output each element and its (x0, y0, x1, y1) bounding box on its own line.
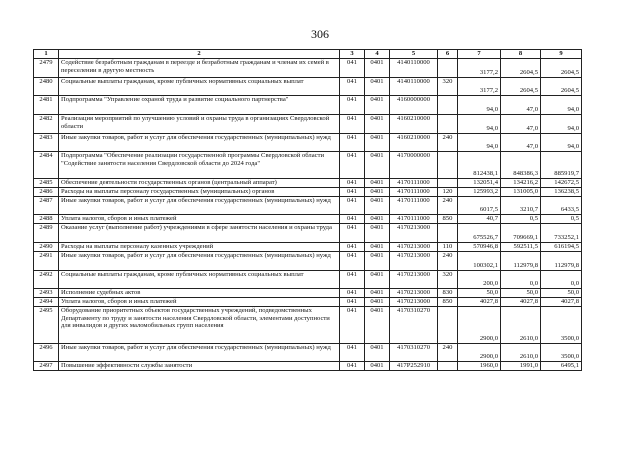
row-value-9: 94,0 (541, 96, 582, 115)
row-value-7: 100302,1 (458, 252, 501, 271)
budget-table (33, 49, 582, 371)
row-value-7: 2900,0 (458, 307, 501, 344)
row-code-3: 041 (340, 179, 365, 188)
row-value-9: 616194,5 (541, 243, 582, 252)
row-name: Социальные выплаты гражданам, кроме публичных нормативных социальных выплат (59, 271, 340, 289)
row-code-6 (438, 152, 458, 179)
table-row (34, 224, 582, 243)
row-code-5: 4160210000 (390, 115, 438, 134)
row-value-8: 2604,5 (501, 59, 541, 78)
column-header: 9 (541, 50, 582, 59)
row-name: Иные закупки товаров, работ и услуг для обеспечения государственных (муниципальных) нужд (59, 134, 340, 152)
row-value-7: 3177,2 (458, 59, 501, 78)
row-code-4: 0401 (365, 96, 390, 115)
column-header: 5 (390, 50, 438, 59)
row-value-7: 2900,0 (458, 344, 501, 362)
row-value-8: 134216,2 (501, 179, 541, 188)
table-row (34, 298, 582, 307)
row-value-8: 848386,3 (501, 152, 541, 179)
row-value-8: 4027,8 (501, 298, 541, 307)
table-row (34, 188, 582, 197)
row-value-9: 136238,5 (541, 188, 582, 197)
row-code-6 (438, 362, 458, 371)
row-value-7: 812438,1 (458, 152, 501, 179)
row-code-6: 240 (438, 344, 458, 362)
row-value-9: 2604,5 (541, 78, 582, 96)
row-code-6: 120 (438, 188, 458, 197)
row-code-6: 110 (438, 243, 458, 252)
row-value-7: 675526,7 (458, 224, 501, 243)
row-value-8: 47,0 (501, 115, 541, 134)
table-row (34, 252, 582, 271)
row-code-6 (438, 224, 458, 243)
row-value-8: 112979,8 (501, 252, 541, 271)
row-name: Расходы на выплаты персоналу государственных (муниципальных) органов (59, 188, 340, 197)
row-code-5: 4170213000 (390, 298, 438, 307)
row-code-5: 4170213000 (390, 271, 438, 289)
row-value-8: 47,0 (501, 134, 541, 152)
table-row (34, 215, 582, 224)
row-code-3: 041 (340, 298, 365, 307)
row-code-4: 0401 (365, 362, 390, 371)
row-value-8: 2610,0 (501, 344, 541, 362)
row-value-9: 50,0 (541, 289, 582, 298)
row-value-8: 50,0 (501, 289, 541, 298)
column-header: 8 (501, 50, 541, 59)
row-value-9: 6495,1 (541, 362, 582, 371)
row-value-9: 885919,7 (541, 152, 582, 179)
row-value-8: 0,5 (501, 215, 541, 224)
row-code-3: 041 (340, 197, 365, 215)
table-row (34, 271, 582, 289)
column-header: 2 (59, 50, 340, 59)
row-code-6 (438, 307, 458, 344)
row-value-7: 200,0 (458, 271, 501, 289)
row-code-4: 0401 (365, 298, 390, 307)
row-code-5: 4170111000 (390, 188, 438, 197)
page-number: 306 (311, 27, 329, 41)
table-row (34, 152, 582, 179)
row-value-8: 709669,1 (501, 224, 541, 243)
row-code-4: 0401 (365, 271, 390, 289)
row-name: Уплата налогов, сборов и иных платежей (59, 215, 340, 224)
row-name: Расходы на выплаты персоналу казенных учреждений (59, 243, 340, 252)
row-number: 2495 (34, 307, 59, 344)
row-code-3: 041 (340, 271, 365, 289)
row-value-8: 131005,0 (501, 188, 541, 197)
row-code-3: 041 (340, 252, 365, 271)
row-number: 2480 (34, 78, 59, 96)
row-code-6: 240 (438, 252, 458, 271)
row-code-4: 0401 (365, 152, 390, 179)
row-code-5: 4140110000 (390, 78, 438, 96)
row-code-3: 041 (340, 224, 365, 243)
row-code-5: 4170000000 (390, 152, 438, 179)
column-header: 3 (340, 50, 365, 59)
row-number: 2493 (34, 289, 59, 298)
row-name: Подпрограмма "Обеспечение реализации государственной программы Свердловской области "Содействие занятости населения Свердловской области до 2024 года" (59, 152, 340, 179)
row-value-7: 94,0 (458, 115, 501, 134)
column-header: 4 (365, 50, 390, 59)
table-row (34, 307, 582, 344)
row-number: 2487 (34, 197, 59, 215)
row-number: 2483 (34, 134, 59, 152)
table-header-row (34, 50, 582, 59)
table-row (34, 59, 582, 78)
row-number: 2496 (34, 344, 59, 362)
row-code-6: 320 (438, 271, 458, 289)
table-row (34, 96, 582, 115)
row-code-5: 417P252910 (390, 362, 438, 371)
table-row (34, 134, 582, 152)
row-code-4: 0401 (365, 134, 390, 152)
row-code-4: 0401 (365, 307, 390, 344)
row-name: Реализация мероприятий по улучшению условий и охраны труда в организациях Свердловской области (59, 115, 340, 134)
row-value-9: 3500,0 (541, 307, 582, 344)
row-code-6 (438, 96, 458, 115)
row-code-4: 0401 (365, 289, 390, 298)
row-code-5: 4170310270 (390, 307, 438, 344)
table-row (34, 362, 582, 371)
row-name: Обеспечение деятельности государственных органов (центральный аппарат) (59, 179, 340, 188)
row-name: Оказание услуг (выполнение работ) учреждениями в сфере занятости населения и охраны труда (59, 224, 340, 243)
row-code-5: 4170310270 (390, 344, 438, 362)
row-code-6: 830 (438, 289, 458, 298)
row-code-6 (438, 179, 458, 188)
row-value-8: 47,0 (501, 96, 541, 115)
row-code-5: 4140110000 (390, 59, 438, 78)
row-code-5: 4170213000 (390, 243, 438, 252)
row-value-7: 570946,8 (458, 243, 501, 252)
row-value-8: 1991,0 (501, 362, 541, 371)
row-value-9: 2604,5 (541, 59, 582, 78)
row-code-3: 041 (340, 188, 365, 197)
row-value-9: 142672,5 (541, 179, 582, 188)
row-code-4: 0401 (365, 243, 390, 252)
table-row (34, 197, 582, 215)
row-number: 2497 (34, 362, 59, 371)
row-code-3: 041 (340, 307, 365, 344)
row-code-6: 850 (438, 215, 458, 224)
row-number: 2479 (34, 59, 59, 78)
row-number: 2485 (34, 179, 59, 188)
row-code-5: 4160000000 (390, 96, 438, 115)
row-code-5: 4170111000 (390, 215, 438, 224)
row-code-3: 041 (340, 243, 365, 252)
row-code-5: 4160210000 (390, 134, 438, 152)
row-number: 2492 (34, 271, 59, 289)
row-number: 2481 (34, 96, 59, 115)
row-value-7: 4027,8 (458, 298, 501, 307)
row-name: Оборудование приоритетных объектов государственных учреждений, подведомственных Департаменту по труду и занятости населения Свердловской области, элементами доступности для инвалидов и других маломобильных групп населения (59, 307, 340, 344)
table-row (34, 179, 582, 188)
row-code-3: 041 (340, 152, 365, 179)
row-value-9: 112979,8 (541, 252, 582, 271)
row-number: 2484 (34, 152, 59, 179)
table-row (34, 243, 582, 252)
row-value-9: 3500,0 (541, 344, 582, 362)
row-number: 2482 (34, 115, 59, 134)
row-code-3: 041 (340, 215, 365, 224)
row-code-6 (438, 59, 458, 78)
row-value-7: 94,0 (458, 96, 501, 115)
row-name: Иные закупки товаров, работ и услуг для обеспечения государственных (муниципальных) нужд (59, 197, 340, 215)
row-number: 2486 (34, 188, 59, 197)
row-code-3: 041 (340, 344, 365, 362)
row-value-9: 0,0 (541, 271, 582, 289)
table-row (34, 115, 582, 134)
row-value-8: 0,0 (501, 271, 541, 289)
row-name: Повышение эффективности службы занятости (59, 362, 340, 371)
row-code-3: 041 (340, 78, 365, 96)
row-value-7: 125993,2 (458, 188, 501, 197)
row-value-8: 2610,0 (501, 307, 541, 344)
row-name: Уплата налогов, сборов и иных платежей (59, 298, 340, 307)
row-value-7: 3177,2 (458, 78, 501, 96)
row-name: Иные закупки товаров, работ и услуг для обеспечения государственных (муниципальных) нужд (59, 344, 340, 362)
row-value-9: 94,0 (541, 115, 582, 134)
row-code-4: 0401 (365, 188, 390, 197)
row-code-5: 4170213000 (390, 252, 438, 271)
row-name: Социальные выплаты гражданам, кроме публичных нормативных социальных выплат (59, 78, 340, 96)
row-value-9: 94,0 (541, 134, 582, 152)
table-row (34, 289, 582, 298)
table-row (34, 344, 582, 362)
row-value-7: 40,7 (458, 215, 501, 224)
row-code-4: 0401 (365, 344, 390, 362)
row-code-4: 0401 (365, 215, 390, 224)
row-code-6: 240 (438, 134, 458, 152)
row-value-8: 592511,5 (501, 243, 541, 252)
row-code-4: 0401 (365, 78, 390, 96)
row-code-5: 4170111000 (390, 179, 438, 188)
row-value-9: 4027,8 (541, 298, 582, 307)
row-value-7: 6017,5 (458, 197, 501, 215)
row-code-4: 0401 (365, 252, 390, 271)
row-code-4: 0401 (365, 179, 390, 188)
table-row (34, 78, 582, 96)
row-number: 2491 (34, 252, 59, 271)
row-code-3: 041 (340, 115, 365, 134)
row-code-3: 041 (340, 362, 365, 371)
row-name: Подпрограмма "Управление охраной труда и развитие социального партнерства" (59, 96, 340, 115)
row-code-5: 4170213000 (390, 224, 438, 243)
row-code-4: 0401 (365, 224, 390, 243)
row-value-7: 94,0 (458, 134, 501, 152)
row-code-3: 041 (340, 59, 365, 78)
row-value-8: 2604,5 (501, 78, 541, 96)
column-header: 7 (458, 50, 501, 59)
row-number: 2490 (34, 243, 59, 252)
row-name: Исполнение судебных актов (59, 289, 340, 298)
row-code-6 (438, 115, 458, 134)
row-number: 2494 (34, 298, 59, 307)
row-value-7: 132051,4 (458, 179, 501, 188)
row-value-9: 6433,5 (541, 197, 582, 215)
column-header: 6 (438, 50, 458, 59)
row-number: 2488 (34, 215, 59, 224)
row-code-4: 0401 (365, 197, 390, 215)
row-code-6: 320 (438, 78, 458, 96)
row-code-3: 041 (340, 289, 365, 298)
row-code-6: 240 (438, 197, 458, 215)
row-number: 2489 (34, 224, 59, 243)
row-code-3: 041 (340, 96, 365, 115)
row-value-9: 0,5 (541, 215, 582, 224)
row-code-5: 4170213000 (390, 289, 438, 298)
column-header: 1 (34, 50, 59, 59)
row-name: Иные закупки товаров, работ и услуг для обеспечения государственных (муниципальных) нужд (59, 252, 340, 271)
row-value-9: 733252,1 (541, 224, 582, 243)
row-code-6: 850 (438, 298, 458, 307)
row-code-4: 0401 (365, 59, 390, 78)
row-code-4: 0401 (365, 115, 390, 134)
row-code-5: 4170111000 (390, 197, 438, 215)
row-name: Содействие безработным гражданам в переезде и безработным гражданам и членам их семей в переселении в другую местность (59, 59, 340, 78)
row-value-8: 3210,7 (501, 197, 541, 215)
row-value-7: 1960,0 (458, 362, 501, 371)
row-value-7: 50,0 (458, 289, 501, 298)
row-code-3: 041 (340, 134, 365, 152)
